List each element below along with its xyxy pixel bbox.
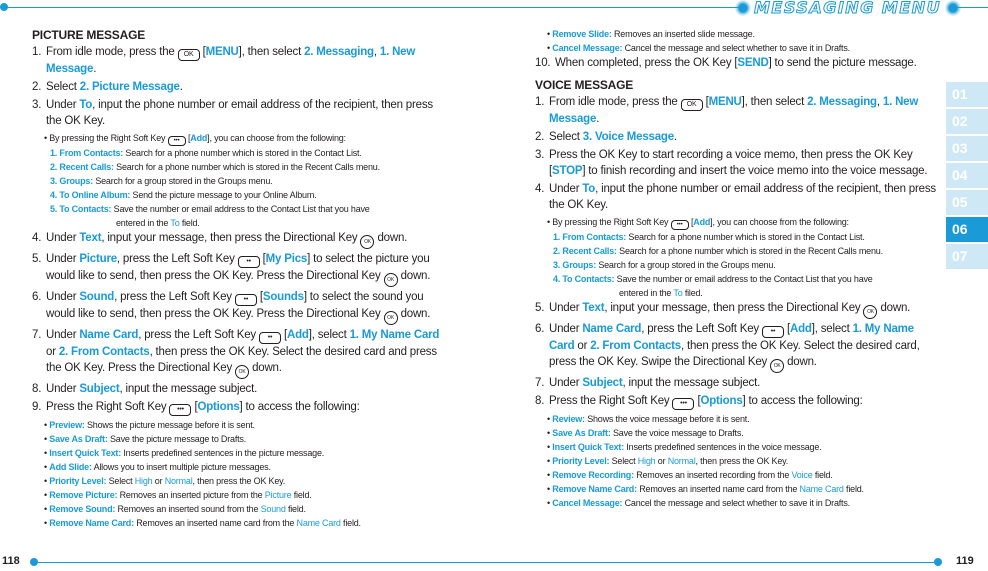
bullet: • Remove Name Card: Removes an inserted name card from the Name Card field. — [547, 484, 864, 494]
chapter-tab-active[interactable]: 06 — [946, 217, 988, 242]
chapter-tab[interactable]: 07 — [946, 244, 988, 269]
option: 3. Groups: Search for a group stored in the Groups menu. — [553, 260, 776, 270]
step: 9. Press the Right Soft Key ••• [Options] to access the following: — [32, 399, 442, 416]
soft-key-icon: •• — [235, 294, 257, 306]
right-column — [535, 27, 938, 510]
directional-key-icon: OK — [235, 365, 249, 379]
directional-key-icon: OK — [384, 273, 398, 287]
option: 1. From Contacts: Search for a phone number which is stored in the Contact List. — [553, 232, 865, 242]
step: 10. When completed, press the OK Key [SEND] to send the picture message. — [535, 57, 917, 69]
soft-key-icon: •• — [762, 326, 784, 338]
step: 4. Under To, input the phone number or email address of the recipient, then press the OK Key. — [535, 183, 936, 211]
chapter-tab[interactable]: 04 — [946, 163, 988, 188]
ok-key-icon: OK — [178, 49, 200, 61]
soft-key-icon: ••• — [671, 220, 689, 230]
directional-key-icon: OK — [863, 305, 877, 319]
step: 2. Select 2. Picture Message. — [32, 81, 183, 93]
step: 8. Press the Right Soft Key ••• [Options] to access the following: — [535, 393, 938, 410]
ok-key-icon: OK — [681, 99, 703, 111]
step: 2. Select 3. Voice Message. — [535, 131, 677, 143]
step: 3. Press the OK Key to start recording a voice memo, then press the OK Key [STOP] to finish recording and insert the voice memo into the voice message. — [535, 149, 928, 177]
option: 2. Recent Calls: Search for a phone number which is stored in the Recent Calls menu. — [553, 246, 883, 256]
step: 1. From idle mode, press the OK [MENU], then select 2. Messaging, 1. New Message. — [32, 46, 416, 75]
bullet: • Remove Slide: Removes an inserted slide message. — [547, 29, 755, 39]
option-cont: entered in the To field. — [116, 218, 200, 228]
page-number-left: 118 — [2, 555, 20, 567]
header-title-dot — [735, 0, 751, 16]
bullet: • Insert Quick Text: Inserts predefined sentences in the picture message. — [44, 448, 325, 458]
footer-rule — [34, 562, 940, 563]
bullet: • Cancel Message: Cancel the message and select whether to save it in Drafts. — [547, 43, 850, 53]
section-heading-picture: PICTURE MESSAGE — [32, 28, 146, 42]
soft-key-icon: ••• — [169, 404, 191, 416]
bullet: • Remove Picture: Removes an inserted picture from the Picture field. — [44, 490, 312, 500]
bullet: • Insert Quick Text: Inserts predefined sentences in the voice message. — [547, 442, 822, 452]
chapter-tab[interactable]: 01 — [946, 82, 988, 107]
step: 4. Under Text, input your message, then press the Directional Key OK down. — [32, 230, 442, 249]
chapter-tab[interactable]: 03 — [946, 136, 988, 161]
step: 8. Under Subject, input the message subject. — [32, 383, 258, 395]
bullet: • Remove Recording: Removes an inserted recording from the Voice field. — [547, 470, 833, 480]
step: 7. Under Name Card, press the Left Soft Key •• [Add], select 1. My Name Card or 2. From Contacts, then press the OK Key. Select the desired card and press the OK Key. Press the Directional Key OK down. — [32, 327, 442, 379]
option-cont: entered in the To filed. — [619, 288, 703, 298]
soft-key-icon: ••• — [672, 398, 694, 410]
option: 3. Groups: Search for a group stored in the Groups menu. — [50, 176, 273, 186]
left-column — [32, 27, 442, 530]
option: 2. Recent Calls: Search for a phone number which is stored in the Recent Calls menu. — [50, 162, 380, 172]
chapter-tabs — [946, 82, 988, 271]
bullet: • Priority Level: Select High or Normal, then press the OK Key. — [44, 476, 286, 486]
chapter-tab[interactable]: 05 — [946, 190, 988, 215]
soft-key-icon: •• — [259, 332, 281, 344]
page-title: MESSAGING MENU — [754, 0, 942, 17]
bullet: • Remove Sound: Removes an inserted sound from the Sound field. — [44, 504, 306, 514]
page-number-right: 119 — [956, 555, 974, 567]
soft-key-icon: ••• — [168, 136, 186, 146]
footer-right-dot — [934, 558, 942, 566]
option: 4. To Contacts: Save the number or email address to the Contact List that you have — [553, 274, 873, 284]
bullet: • Save As Draft: Save the picture message to Drafts. — [44, 434, 247, 444]
header-rule-right — [955, 7, 988, 8]
option: 4. To Online Album: Send the picture message to your Online Album. — [50, 190, 317, 200]
chapter-tab[interactable]: 02 — [946, 109, 988, 134]
bullet: • Preview: Shows the picture message before it is sent. — [44, 420, 255, 430]
bullet: • Remove Name Card: Removes an inserted name card from the Name Card field. — [44, 518, 361, 528]
section-heading-voice: VOICE MESSAGE — [535, 78, 634, 92]
bullet: • Add Slide: Allows you to insert multiple picture messages. — [44, 462, 271, 472]
directional-key-icon: OK — [770, 359, 784, 373]
directional-key-icon: OK — [384, 311, 398, 325]
substep: • By pressing the Right Soft Key ••• [Add], you can choose from the following: — [547, 217, 849, 228]
step: 7. Under Subject, input the message subject. — [535, 377, 761, 389]
step: 3. Under To, input the phone number or email address of the recipient, then press the OK Key. — [32, 99, 433, 127]
header-rule — [4, 7, 742, 8]
step: 1. From idle mode, press the OK [MENU], then select 2. Messaging, 1. New Message. — [535, 96, 919, 125]
soft-key-icon: •• — [238, 256, 260, 268]
step: 5. Under Text, input your message, then press the Directional Key OK down. — [535, 300, 938, 319]
bullet: • Priority Level: Select High or Normal, then press the OK Key. — [547, 456, 789, 466]
bullet: • Review: Shows the voice message before it is sent. — [547, 414, 750, 424]
option: 1. From Contacts: Search for a phone number which is stored in the Contact List. — [50, 148, 362, 158]
step: 6. Under Sound, press the Left Soft Key •• [Sounds] to select the sound you would like to send, then press the OK Key. Press the Directional Key OK down. — [32, 289, 442, 325]
option: 5. To Contacts: Save the number or email address to the Contact List that you have — [50, 204, 370, 214]
step: 5. Under Picture, press the Left Soft Key •• [My Pics] to select the picture you would like to send, then press the OK Key. Press the Directional Key OK down. — [32, 251, 442, 287]
step: 6. Under Name Card, press the Left Soft Key •• [Add], select 1. My Name Card or 2. From Contacts, then press the OK Key. Select the desired card, press the OK Key. Swipe the Directional Key OK down. — [535, 321, 938, 373]
directional-key-icon: OK — [360, 235, 374, 249]
bullet: • Save As Draft: Save the voice message to Drafts. — [547, 428, 744, 438]
substep: • By pressing the Right Soft Key ••• [Add], you can choose from the following: — [44, 133, 346, 144]
bullet: • Cancel Message: Cancel the message and select whether to save it in Drafts. — [547, 498, 850, 508]
header-right-dot — [945, 0, 961, 16]
